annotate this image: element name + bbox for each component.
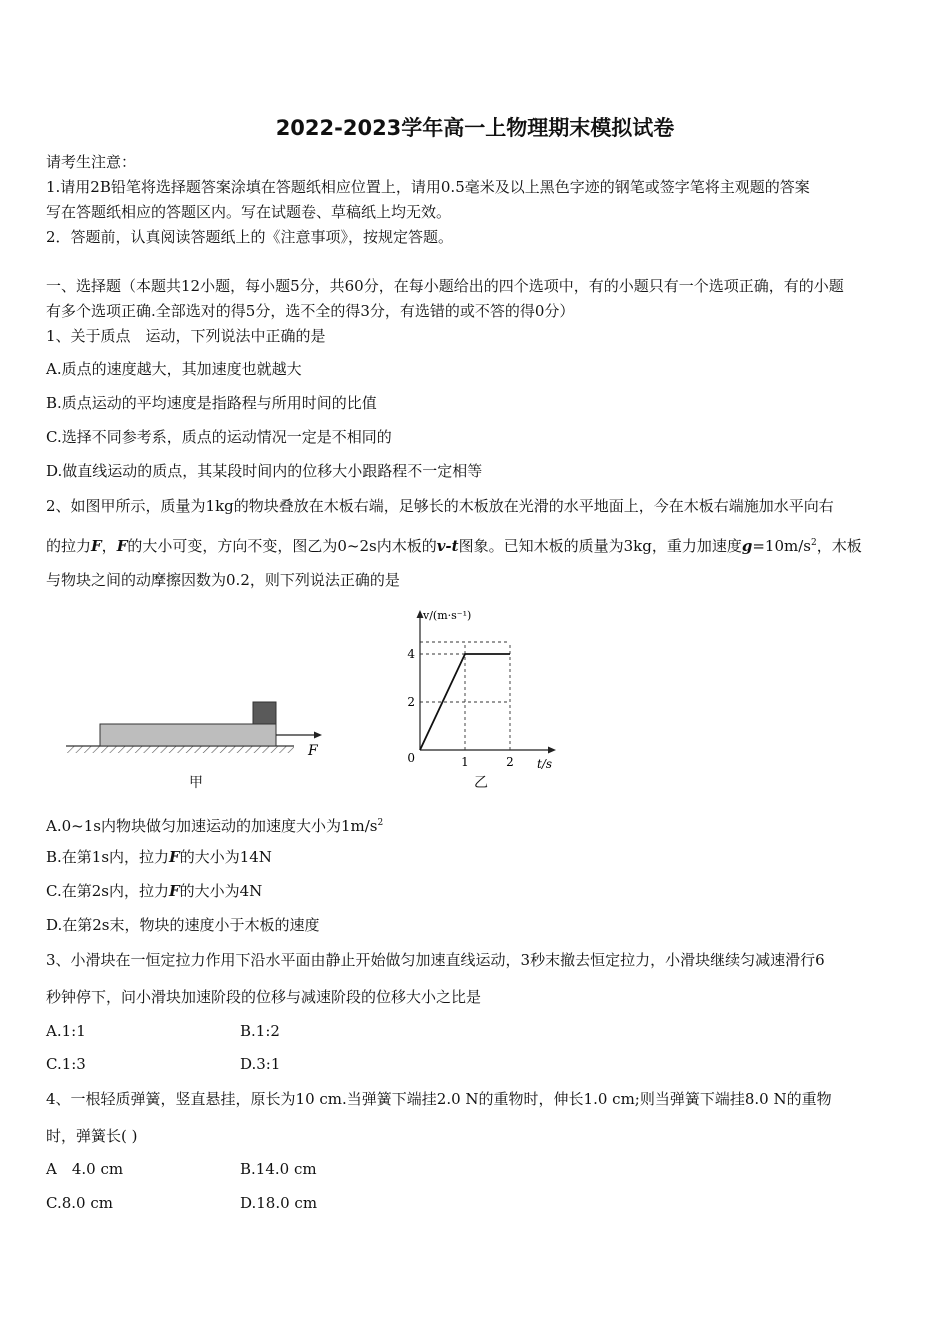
q2-option-c-force: F <box>168 882 180 900</box>
question-2-option-c <box>46 881 262 901</box>
force-label: F <box>308 743 318 759</box>
vt-chart <box>398 598 568 798</box>
q2-superscript: 2 <box>810 538 817 548</box>
question-1-option-c: C.选择不同参考系，质点的运动情况一定是不相同的 <box>46 428 392 446</box>
notice-item-1-line-1: 1.请用2B铅笔将选择题答案涂填在答题纸相应位置上，请用0.5毫米及以上黑色字迹的钢笔或签字笔将主观题的答案 <box>46 178 810 196</box>
question-4-stem-line-2: 时，弹簧长( ) <box>46 1127 138 1145</box>
q2-option-a-text: A.0~1s内物块做匀加速运动的加速度大小为1m/s <box>46 817 378 835</box>
grid-lines <box>420 642 510 750</box>
q2-text: ， <box>101 537 117 555</box>
question-3-option-d: D.3:1 <box>240 1055 281 1073</box>
question-1-option-d: D.做直线运动的质点，其某段时间内的位移大小跟路程不一定相等 <box>46 462 483 480</box>
board <box>100 724 276 746</box>
q2-force-symbol: F <box>116 537 128 555</box>
x-axis-label: t/s <box>537 757 553 771</box>
q2-option-b-text: B.在第1s内，拉力 <box>46 848 170 866</box>
q2-option-c-text: 的大小为4N <box>179 882 263 900</box>
figure-caption-left: 甲 <box>189 775 203 791</box>
q2-text: 图象。已知木板的质量为3kg，重力加速度 <box>458 537 742 555</box>
question-2-option-d: D.在第2s末，物块的速度小于木板的速度 <box>46 916 320 934</box>
q2-option-c-text: C.在第2s内，拉力 <box>46 882 169 900</box>
section-heading-line-1: 一、选择题（本题共12小题，每小题5分，共60分，在每小题给出的四个选项中，有的小题只有一个选项正确，有的小题 <box>46 277 844 295</box>
x-axis-arrowhead <box>548 747 556 754</box>
q2-text: ，木板 <box>816 537 862 555</box>
question-4-option-a: A 4.0 cm <box>46 1160 124 1178</box>
y-tick-label: 2 <box>407 695 415 709</box>
question-2-option-b <box>46 847 272 867</box>
x-tick-label: 1 <box>461 755 469 769</box>
ground-hatching <box>66 746 294 753</box>
q2-force-symbol: F <box>91 537 102 555</box>
x-tick-label: 2 <box>506 755 514 769</box>
q2-g-symbol: g <box>741 537 753 555</box>
question-1-stem: 1、关于质点 运动，下列说法中正确的是 <box>46 327 326 345</box>
question-2-stem-line-2 <box>46 533 862 556</box>
question-3-option-a: A.1:1 <box>46 1022 86 1040</box>
y-axis-label: v/(m·s⁻¹) <box>423 609 472 622</box>
notice-heading: 请考生注意： <box>46 153 137 171</box>
q2-vt-symbol: v-t <box>436 537 459 555</box>
question-4-option-d: D.18.0 cm <box>240 1194 318 1212</box>
figure-caption-right: 乙 <box>474 775 488 791</box>
page-title: 2022-2023学年高一上物理期末模拟试卷 <box>275 116 675 140</box>
q2-text: =10m/s <box>752 537 811 555</box>
question-4-options-row-2 <box>46 1193 318 1213</box>
question-3-stem-line-2: 秒钟停下，问小滑块加速阶段的位移与减速阶段的位移大小之比是 <box>46 988 482 1006</box>
force-arrowhead <box>314 732 322 739</box>
question-3-option-b: B.1:2 <box>240 1022 280 1040</box>
question-4-options-row-1 <box>46 1159 317 1179</box>
q2-option-b-force: F <box>169 848 180 866</box>
q2-option-b-text: 的大小为14N <box>179 848 272 866</box>
q2-text: 的拉力 <box>46 537 92 555</box>
question-4-option-b: B.14.0 cm <box>240 1160 317 1178</box>
question-3-stem-line-1: 3、小滑块在一恒定拉力作用下沿水平面由静止开始做匀加速直线运动，3秒末撤去恒定拉力，小滑块继续匀减速滑行6 <box>46 951 825 969</box>
notice-item-1-line-2: 写在答题纸相应的答题区内。写在试题卷、草稿纸上均无效。 <box>46 203 452 221</box>
origin-label: 0 <box>407 751 415 765</box>
question-1-option-b: B.质点运动的平均速度是指路程与所用时间的比值 <box>46 394 377 412</box>
question-3-options-row-2 <box>46 1054 281 1074</box>
question-4-stem-line-1: 4、一根轻质弹簧，竖直悬挂，原长为10 cm.当弹簧下端挂2.0 N的重物时，伸长1.0 cm;则当弹簧下端挂8.0 N的重物 <box>46 1090 832 1108</box>
question-2-stem-line-3: 与物块之间的动摩擦因数为0.2，则下列说法正确的是 <box>46 571 400 589</box>
q2-option-a-superscript: 2 <box>377 818 384 828</box>
question-3-options-row-1 <box>46 1021 280 1041</box>
question-1-option-a: A.质点的速度越大，其加速度也就越大 <box>46 360 302 378</box>
question-3-option-c: C.1:3 <box>46 1055 86 1073</box>
question-2-option-a <box>46 813 383 836</box>
question-2-stem-line-1: 2、如图甲所示，质量为1kg的物块叠放在木板右端，足够长的木板放在光滑的水平地面上，今在木板右端施加水平向右 <box>46 497 834 515</box>
block <box>253 702 276 724</box>
q2-text: 的大小可变，方向不变，图乙为0~2s内木板的 <box>127 537 437 555</box>
section-heading-line-2: 有多个选项正确.全部选对的得5分，选不全的得3分，有选错的或不答的得0分） <box>46 302 575 320</box>
question-4-option-c: C.8.0 cm <box>46 1194 113 1212</box>
y-tick-label: 4 <box>407 647 415 661</box>
notice-item-2: 2．答题前，认真阅读答题纸上的《注意事项》，按规定答题。 <box>46 228 454 246</box>
